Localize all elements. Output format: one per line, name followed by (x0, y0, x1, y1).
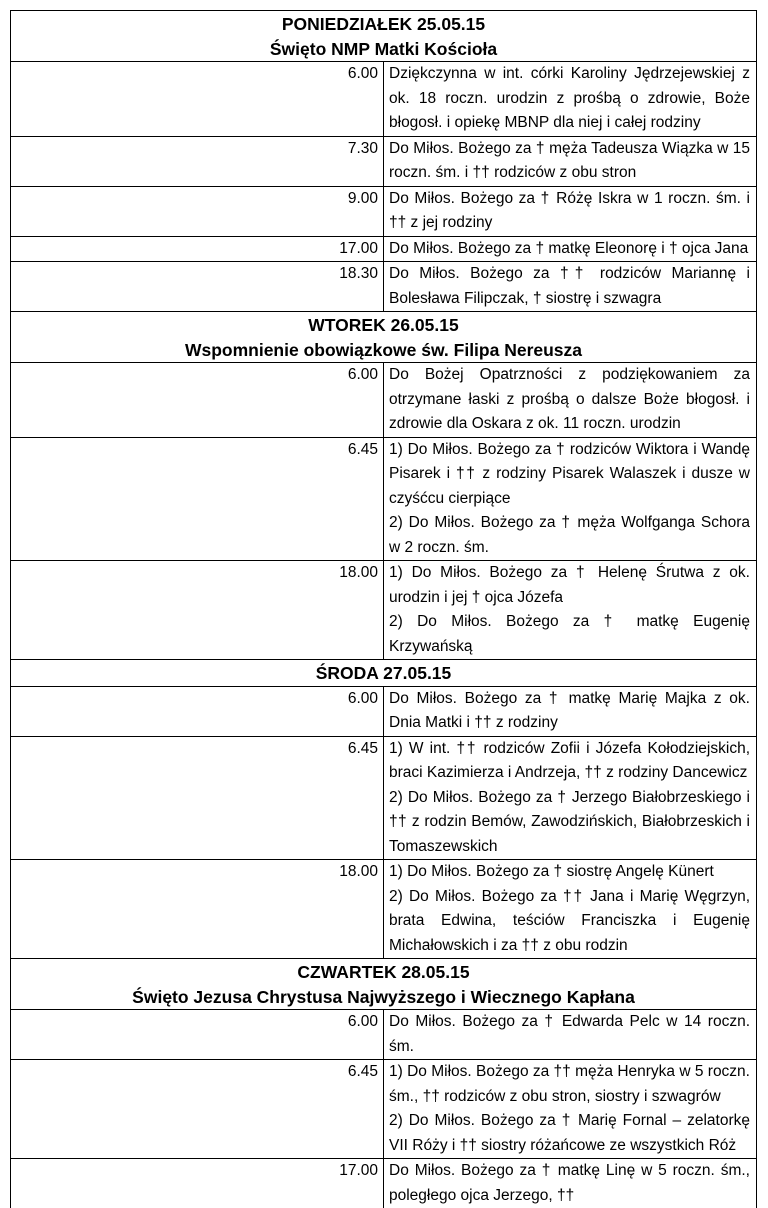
mass-time: 18.30 (11, 262, 384, 312)
intention-text: 1) Do Miłos. Bożego za †† męża Henryka w 5 roczn. śm., †† rodziców z obu stron, siostry i szwagrów (389, 1060, 750, 1109)
intention-row (11, 860, 757, 959)
intention-cell (384, 686, 757, 736)
day-feast: Święto Jezusa Chrystusa Najwyższego i Wiecznego Kapłana (11, 985, 756, 1010)
intention-text: 2) Do Miłos. Bożego za † męża Wolfganga Schora w 2 roczn. śm. (389, 511, 750, 560)
mass-time: 6.45 (11, 1060, 384, 1159)
intention-cell (384, 136, 757, 186)
intention-cell (384, 860, 757, 959)
intention-text: 2) Do Miłos. Bożego za † matkę Eugenię Krzywańską (389, 610, 750, 659)
intention-text: Do Bożej Opatrzności z podziękowaniem za otrzymane łaski z prośbą o dalsze Boże błogosł. i zdrowie dla Oskara z ok. 11 roczn. urodzin (389, 363, 750, 437)
intention-cell (384, 736, 757, 860)
day-header-row (11, 959, 757, 1010)
intention-text: Do Miłos. Bożego za † Edwarda Pelc w 14 roczn. śm. (389, 1010, 750, 1059)
intention-row (11, 62, 757, 137)
day-feast: Święto NMP Matki Kościoła (11, 37, 756, 62)
intention-row (11, 262, 757, 312)
day-header-row (11, 312, 757, 363)
day-header (11, 959, 757, 1010)
intention-cell (384, 262, 757, 312)
intention-cell (384, 1010, 757, 1060)
intention-row (11, 686, 757, 736)
mass-time: 7.30 (11, 136, 384, 186)
mass-time: 17.00 (11, 1159, 384, 1208)
mass-time: 6.00 (11, 363, 384, 438)
day-title: PONIEDZIAŁEK 25.05.15 (11, 12, 756, 37)
intention-row (11, 1010, 757, 1060)
mass-time: 18.00 (11, 860, 384, 959)
intention-text: 1) W int. †† rodziców Zofii i Józefa Kołodziejskich, braci Kazimierza i Andrzeja, †† z rodziny Dancewicz (389, 737, 750, 786)
intention-cell (384, 1159, 757, 1208)
day-header (11, 312, 757, 363)
intention-row (11, 186, 757, 236)
day-feast: Wspomnienie obowiązkowe św. Filipa Nereusza (11, 338, 756, 363)
day-title: WTOREK 26.05.15 (11, 313, 756, 338)
mass-time: 6.00 (11, 62, 384, 137)
mass-time: 18.00 (11, 561, 384, 660)
intention-row (11, 736, 757, 860)
intention-text: Dziękczynna w int. córki Karoliny Jędrzejewskiej z ok. 18 roczn. urodzin z prośbą o zdrowie, Boże błogosł. i opiekę MBNP dla niej i całej rodziny (389, 62, 750, 136)
intention-row (11, 437, 757, 561)
intention-text: Do Miłos. Bożego za † matkę Marię Majka z ok. Dnia Matki i †† z rodziny (389, 687, 750, 736)
day-title: ŚRODA 27.05.15 (11, 661, 756, 686)
day-header-row (11, 11, 757, 62)
intention-text: 2) Do Miłos. Bożego za † Marię Fornal – zelatorkę VII Róży i †† siostry różańcowe ze wszystkich Róż (389, 1109, 750, 1158)
mass-time: 9.00 (11, 186, 384, 236)
intention-text: 1) Do Miłos. Bożego za † siostrę Angelę Künert (389, 860, 750, 885)
intention-cell (384, 236, 757, 262)
intention-text: Do Miłos. Bożego za †† rodziców Mariannę i Bolesława Filipczak, † siostrę i szwagra (389, 262, 750, 311)
intention-text: Do Miłos. Bożego za † męża Tadeusza Wiązka w 15 roczn. śm. i †† rodziców z obu stron (389, 137, 750, 186)
intention-row (11, 1159, 757, 1208)
intention-cell (384, 561, 757, 660)
day-title: CZWARTEK 28.05.15 (11, 960, 756, 985)
intention-text: Do Miłos. Bożego za † matkę Eleonorę i † ojca Jana (389, 237, 750, 262)
intention-row (11, 363, 757, 438)
intention-row (11, 561, 757, 660)
mass-time: 6.00 (11, 1010, 384, 1060)
day-header-row (11, 660, 757, 687)
day-header (11, 11, 757, 62)
intention-cell (384, 363, 757, 438)
mass-schedule-table (10, 10, 757, 1208)
intention-text: 2) Do Miłos. Bożego za † Jerzego Białobrzeskiego i †† z rodzin Bemów, Zawodzińskich, Białobrzeskich i Tomaszewskich (389, 786, 750, 860)
intention-row (11, 236, 757, 262)
intention-cell (384, 62, 757, 137)
intention-text: Do Miłos. Bożego za † Różę Iskra w 1 roczn. śm. i †† z jej rodziny (389, 187, 750, 236)
intention-cell (384, 186, 757, 236)
day-header (11, 660, 757, 687)
intention-cell (384, 437, 757, 561)
mass-time: 6.45 (11, 437, 384, 561)
intention-text: 1) Do Miłos. Bożego za † Helenę Śrutwa z ok. urodzin i jej † ojca Józefa (389, 561, 750, 610)
mass-time: 6.45 (11, 736, 384, 860)
intention-cell (384, 1060, 757, 1159)
intention-text: 1) Do Miłos. Bożego za † rodziców Wiktora i Wandę Pisarek i †† z rodziny Pisarek Walaszek i dusze w czyśćcu cierpiące (389, 438, 750, 512)
intention-text: Do Miłos. Bożego za † matkę Linę w 5 roczn. śm., poległego ojca Jerzego, †† (389, 1159, 750, 1208)
mass-time: 17.00 (11, 236, 384, 262)
intention-text: 2) Do Miłos. Bożego za †† Jana i Marię Węgrzyn, brata Edwina, teściów Franciszka i Eugenię Michałowskich i za †† z obu rodzin (389, 885, 750, 959)
mass-intentions-sheet (10, 10, 757, 1208)
mass-time: 6.00 (11, 686, 384, 736)
intention-row (11, 1060, 757, 1159)
intention-row (11, 136, 757, 186)
